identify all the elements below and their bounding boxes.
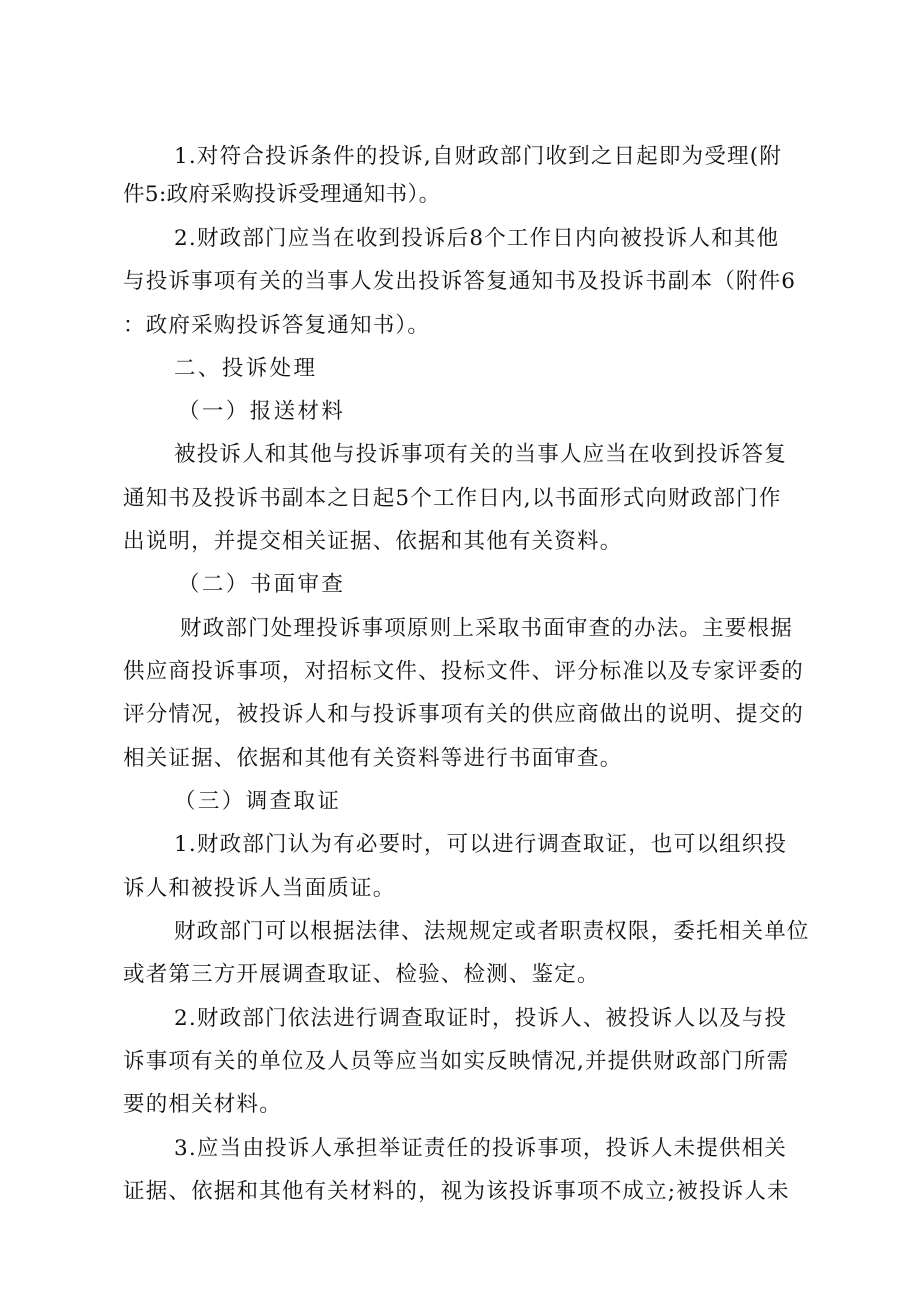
paragraph-2-line-2: 与投诉事项有关的当事人发出投诉答复通知书及投诉书副本（附件6 <box>123 269 797 294</box>
paragraph-5-line-2: 诉人和被投诉人当面质证。 <box>123 876 396 901</box>
paragraph-4-line-3: 评分情况，被投诉人和与投诉事项有关的供应商做出的说明、提交的 <box>123 702 805 727</box>
paragraph-7-line-3: 要的相关材料。 <box>123 1092 282 1117</box>
paragraph-7-line-2: 诉事项有关的单位及人员等应当如实反映情况,并提供财政部门所需 <box>123 1049 790 1074</box>
paragraph-8-line-1: 3.应当由投诉人承担举证责任的投诉事项，投诉人未提供相关 <box>174 1136 788 1161</box>
paragraph-8-line-2: 证据、依据和其他有关材料的，视为该投诉事项不成立;被投诉人未 <box>123 1179 790 1204</box>
paragraph-3-line-3: 出说明，并提交相关证据、依据和其他有关资料。 <box>123 529 623 554</box>
section-heading-complaint-handling: 二、投诉处理 <box>174 356 318 381</box>
paragraph-2-line-1: 2.财政部门应当在收到投诉后8个工作日内向被投诉人和其他 <box>174 226 780 251</box>
paragraph-7-line-1: 2.财政部门依法进行调查取证时，投诉人、被投诉人以及与投 <box>174 1006 788 1031</box>
paragraph-4-line-2: 供应商投诉事项，对招标文件、投标文件、评分标准以及专家评委的 <box>123 659 805 684</box>
paragraph-1-line-1: 1.对符合投诉条件的投诉,自财政部门收到之日起即为受理(附 <box>174 144 783 169</box>
subheading-submit-materials: （一）报送材料 <box>178 399 346 424</box>
subheading-investigation: （三）调查取证 <box>174 789 342 814</box>
paragraph-2-line-3: ：政府采购投诉答复通知书）。 <box>123 313 431 338</box>
paragraph-1-line-2: 件5:政府采购投诉受理通知书）。 <box>123 182 441 207</box>
paragraph-6-line-2: 或者第三方开展调查取证、检验、检测、鉴定。 <box>123 962 600 987</box>
paragraph-3-line-2: 通知书及投诉书副本之日起5个工作日内,以书面形式向财政部门作 <box>123 486 782 511</box>
paragraph-5-line-1: 1.财政部门认为有必要时，可以进行调查取证，也可以组织投 <box>174 832 788 857</box>
paragraph-4-line-1: 财政部门处理投诉事项原则上采取书面审查的办法。主要根据 <box>180 616 793 641</box>
paragraph-6-line-1: 财政部门可以根据法律、法规规定或者职责权限，委托相关单位 <box>174 919 810 944</box>
subheading-written-review: （二）书面审查 <box>178 572 346 597</box>
paragraph-4-line-4: 相关证据、依据和其他有关资料等进行书面审查。 <box>123 746 623 771</box>
paragraph-3-line-1: 被投诉人和其他与投诉事项有关的当事人应当在收到投诉答复 <box>174 442 787 467</box>
